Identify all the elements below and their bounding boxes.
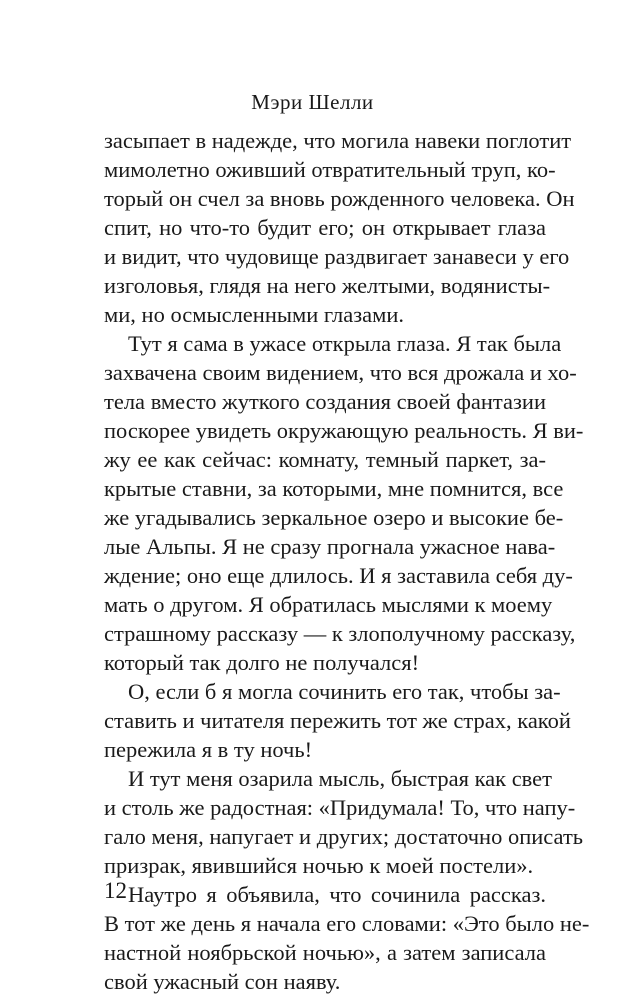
text-line: ставить и читателя пережить тот же страх, какой xyxy=(104,708,571,733)
text-line: ждение; оно еще длилось. И я заставила себя ду- xyxy=(104,563,573,588)
paragraph xyxy=(104,764,584,880)
text-line: Наутро я объявила, что сочинила рассказ. xyxy=(128,882,546,907)
paragraph xyxy=(104,329,584,677)
text-line: Тут я сама в ужасе открыла глаза. Я так была xyxy=(128,331,562,356)
paragraph xyxy=(104,126,575,329)
paragraph xyxy=(104,880,590,996)
text-line: тела вместо жуткого создания своей фантазии xyxy=(104,389,546,414)
running-header: Мэри Шелли xyxy=(251,90,374,114)
text-line: пережила я в ту ночь! xyxy=(104,737,313,762)
text-line: крытые ставни, за которыми, мне помнится, все xyxy=(104,476,564,501)
paragraph xyxy=(104,677,571,764)
text-line: торый он счел за вновь рожденного человека. Он xyxy=(104,186,575,211)
text-line: В тот же день я начала его словами: «Это было не- xyxy=(104,911,590,936)
text-line: ми, но осмысленными глазами. xyxy=(104,302,404,327)
text-line: изголовья, глядя на него желтыми, водянисты- xyxy=(104,273,551,298)
text-line: мать о другом. Я обратилась мыслями к моему xyxy=(104,592,553,617)
text-line: лые Альпы. Я не сразу прогнала ужасное нава- xyxy=(104,534,556,559)
text-line: который так долго не получался! xyxy=(104,650,420,675)
text-line: засыпает в надежде, что могила навеки поглотит xyxy=(104,128,572,153)
text-line: и столь же радостная: «Придумала! То, что напу- xyxy=(104,795,576,820)
text-line: свой ужасный сон наяву. xyxy=(104,969,341,994)
text-line: призрак, явившийся ночью к моей постели». xyxy=(104,853,534,878)
text-line: гало меня, напугает и других; достаточно описать xyxy=(104,824,584,849)
text-line: настной ноябрьской ночью», а затем записала xyxy=(104,940,546,965)
page-number: 12 xyxy=(104,878,127,903)
text-line: жу ее как сейчас: комнату, темный паркет, за- xyxy=(104,447,546,472)
text-line: О, если б я могла сочинить его так, чтобы за- xyxy=(128,679,561,704)
text-line: же угадывались зеркальное озеро и высокие бе- xyxy=(104,505,564,530)
text-line: и видит, что чудовище раздвигает занавеси у его xyxy=(104,244,570,269)
text-line: захвачена своим видением, что вся дрожала и хо- xyxy=(104,360,577,385)
text-line: страшному рассказу — к злополучному рассказу, xyxy=(104,621,576,646)
text-line: спит, но что-то будит его; он открывает глаза xyxy=(104,215,546,240)
text-line: мимолетно оживший отвратительный труп, ко- xyxy=(104,157,556,182)
body-text xyxy=(104,126,590,996)
text-line: И тут меня озарила мысль, быстрая как свет xyxy=(128,766,552,791)
text-line: поскорее увидеть окружающую реальность. Я ви- xyxy=(104,418,584,443)
